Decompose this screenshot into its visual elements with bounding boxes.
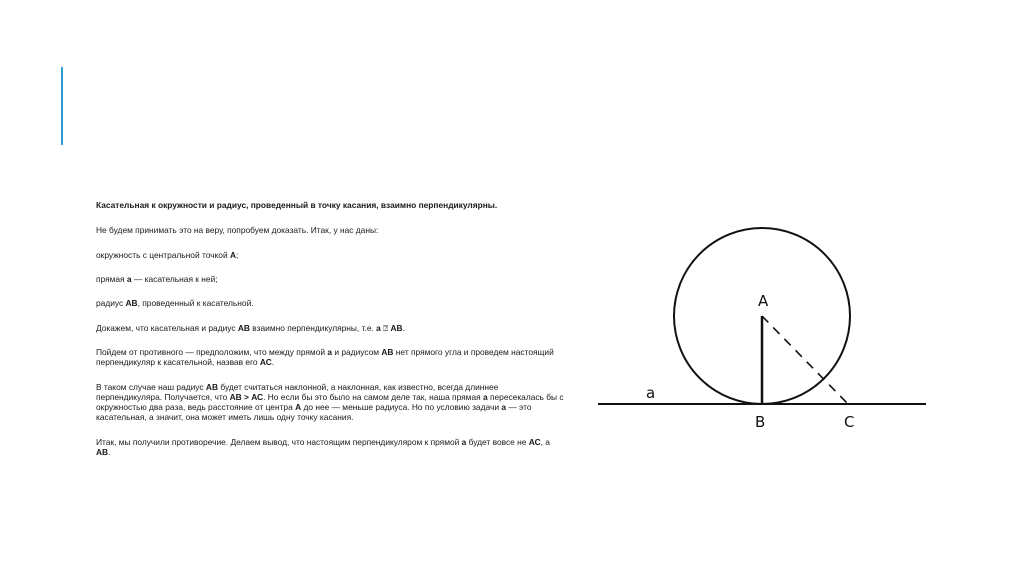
text: . — [402, 322, 405, 333]
text: В таком случае наш радиус — [96, 381, 206, 392]
tangent-diagram — [590, 180, 930, 440]
bold-text: АВ — [205, 381, 219, 392]
text: радиус — [96, 298, 126, 309]
text: — касательная к ней; — [131, 273, 218, 284]
label-point-c: C — [844, 413, 855, 431]
paragraph-assumption — [96, 347, 566, 367]
bold-text: АВ — [381, 347, 394, 358]
bold-text: АВ — [125, 298, 138, 309]
bold-text: а — [126, 273, 132, 284]
bold-text: АС — [528, 436, 541, 447]
text: , а — [540, 436, 550, 447]
text: нет прямого угла и проведем настоящий перпендикуляр к касательной, назвав его — [96, 347, 554, 368]
text: . Но если бы это было на самом деле так, наша прямая — [263, 391, 483, 402]
paragraph-intro: Не будем принимать это на веру, попробуем доказать. Итак, у нас даны: — [96, 225, 379, 236]
text: — это касательная, а значит, она может иметь лишь одну точку касания. — [96, 402, 532, 423]
bold-text: а — [327, 347, 333, 358]
text: прямая — [96, 273, 127, 284]
paragraph-argument — [96, 382, 566, 423]
bold-text: А — [295, 402, 302, 413]
text: Докажем, что касательная и радиус — [96, 322, 238, 333]
text: Итак, мы получили противоречие. Делаем вывод, что настоящим перпендикуляром к прямой — [96, 436, 462, 447]
paragraph-conclusion — [96, 437, 566, 457]
bold-text: АВ — [388, 322, 403, 333]
text: и радиусом — [332, 347, 382, 358]
segment-ac-dashed — [762, 316, 848, 404]
text: , проведенный к касательной. — [137, 298, 254, 309]
title-accent-bar — [61, 67, 63, 145]
text: Пойдем от противного — предположим, что между прямой — [96, 347, 328, 358]
text: взаимно перпендикулярны, т.е. — [249, 322, 377, 333]
paragraph-line — [96, 274, 566, 284]
bold-text: а — [461, 436, 467, 447]
paragraph-goal — [96, 323, 566, 333]
bold-text: АС — [259, 357, 272, 368]
label-line-a: a — [646, 384, 656, 402]
bold-text: АВ — [96, 446, 109, 457]
text: . — [108, 446, 111, 457]
text: пересекалась бы с окружностью два раза, ведь расстояние от центра — [96, 391, 564, 413]
text: до нее — меньше радиуса. Но по условию задачи — [301, 402, 502, 413]
bold-text: а — [501, 402, 506, 413]
bold-text: а — [482, 391, 488, 402]
label-point-b: B — [755, 413, 766, 431]
text: ; — [236, 249, 239, 260]
proof-text — [96, 200, 566, 471]
text: окружность с центральной точкой — [96, 249, 230, 260]
text: будет считаться наклонной, а наклонная, как известно, всегда длиннее перпендикуляра. Получается, что — [96, 381, 499, 402]
bold-text: АВ > АС — [229, 391, 264, 402]
label-point-a: A — [758, 292, 769, 310]
text: . — [271, 357, 275, 368]
bold-text: АВ — [237, 322, 250, 333]
geometry-figure — [590, 180, 930, 440]
bold-text: а — [376, 322, 384, 333]
text: будет вовсе не — [466, 436, 529, 447]
theorem-heading: Касательная к окружности и радиус, проведенный в точку касания, взаимно перпендикулярны. — [96, 200, 498, 210]
bold-text: А — [229, 249, 237, 260]
paragraph-radius — [96, 298, 566, 308]
paragraph-circle — [96, 250, 566, 260]
missing-glyph: ⍰ — [383, 322, 389, 333]
